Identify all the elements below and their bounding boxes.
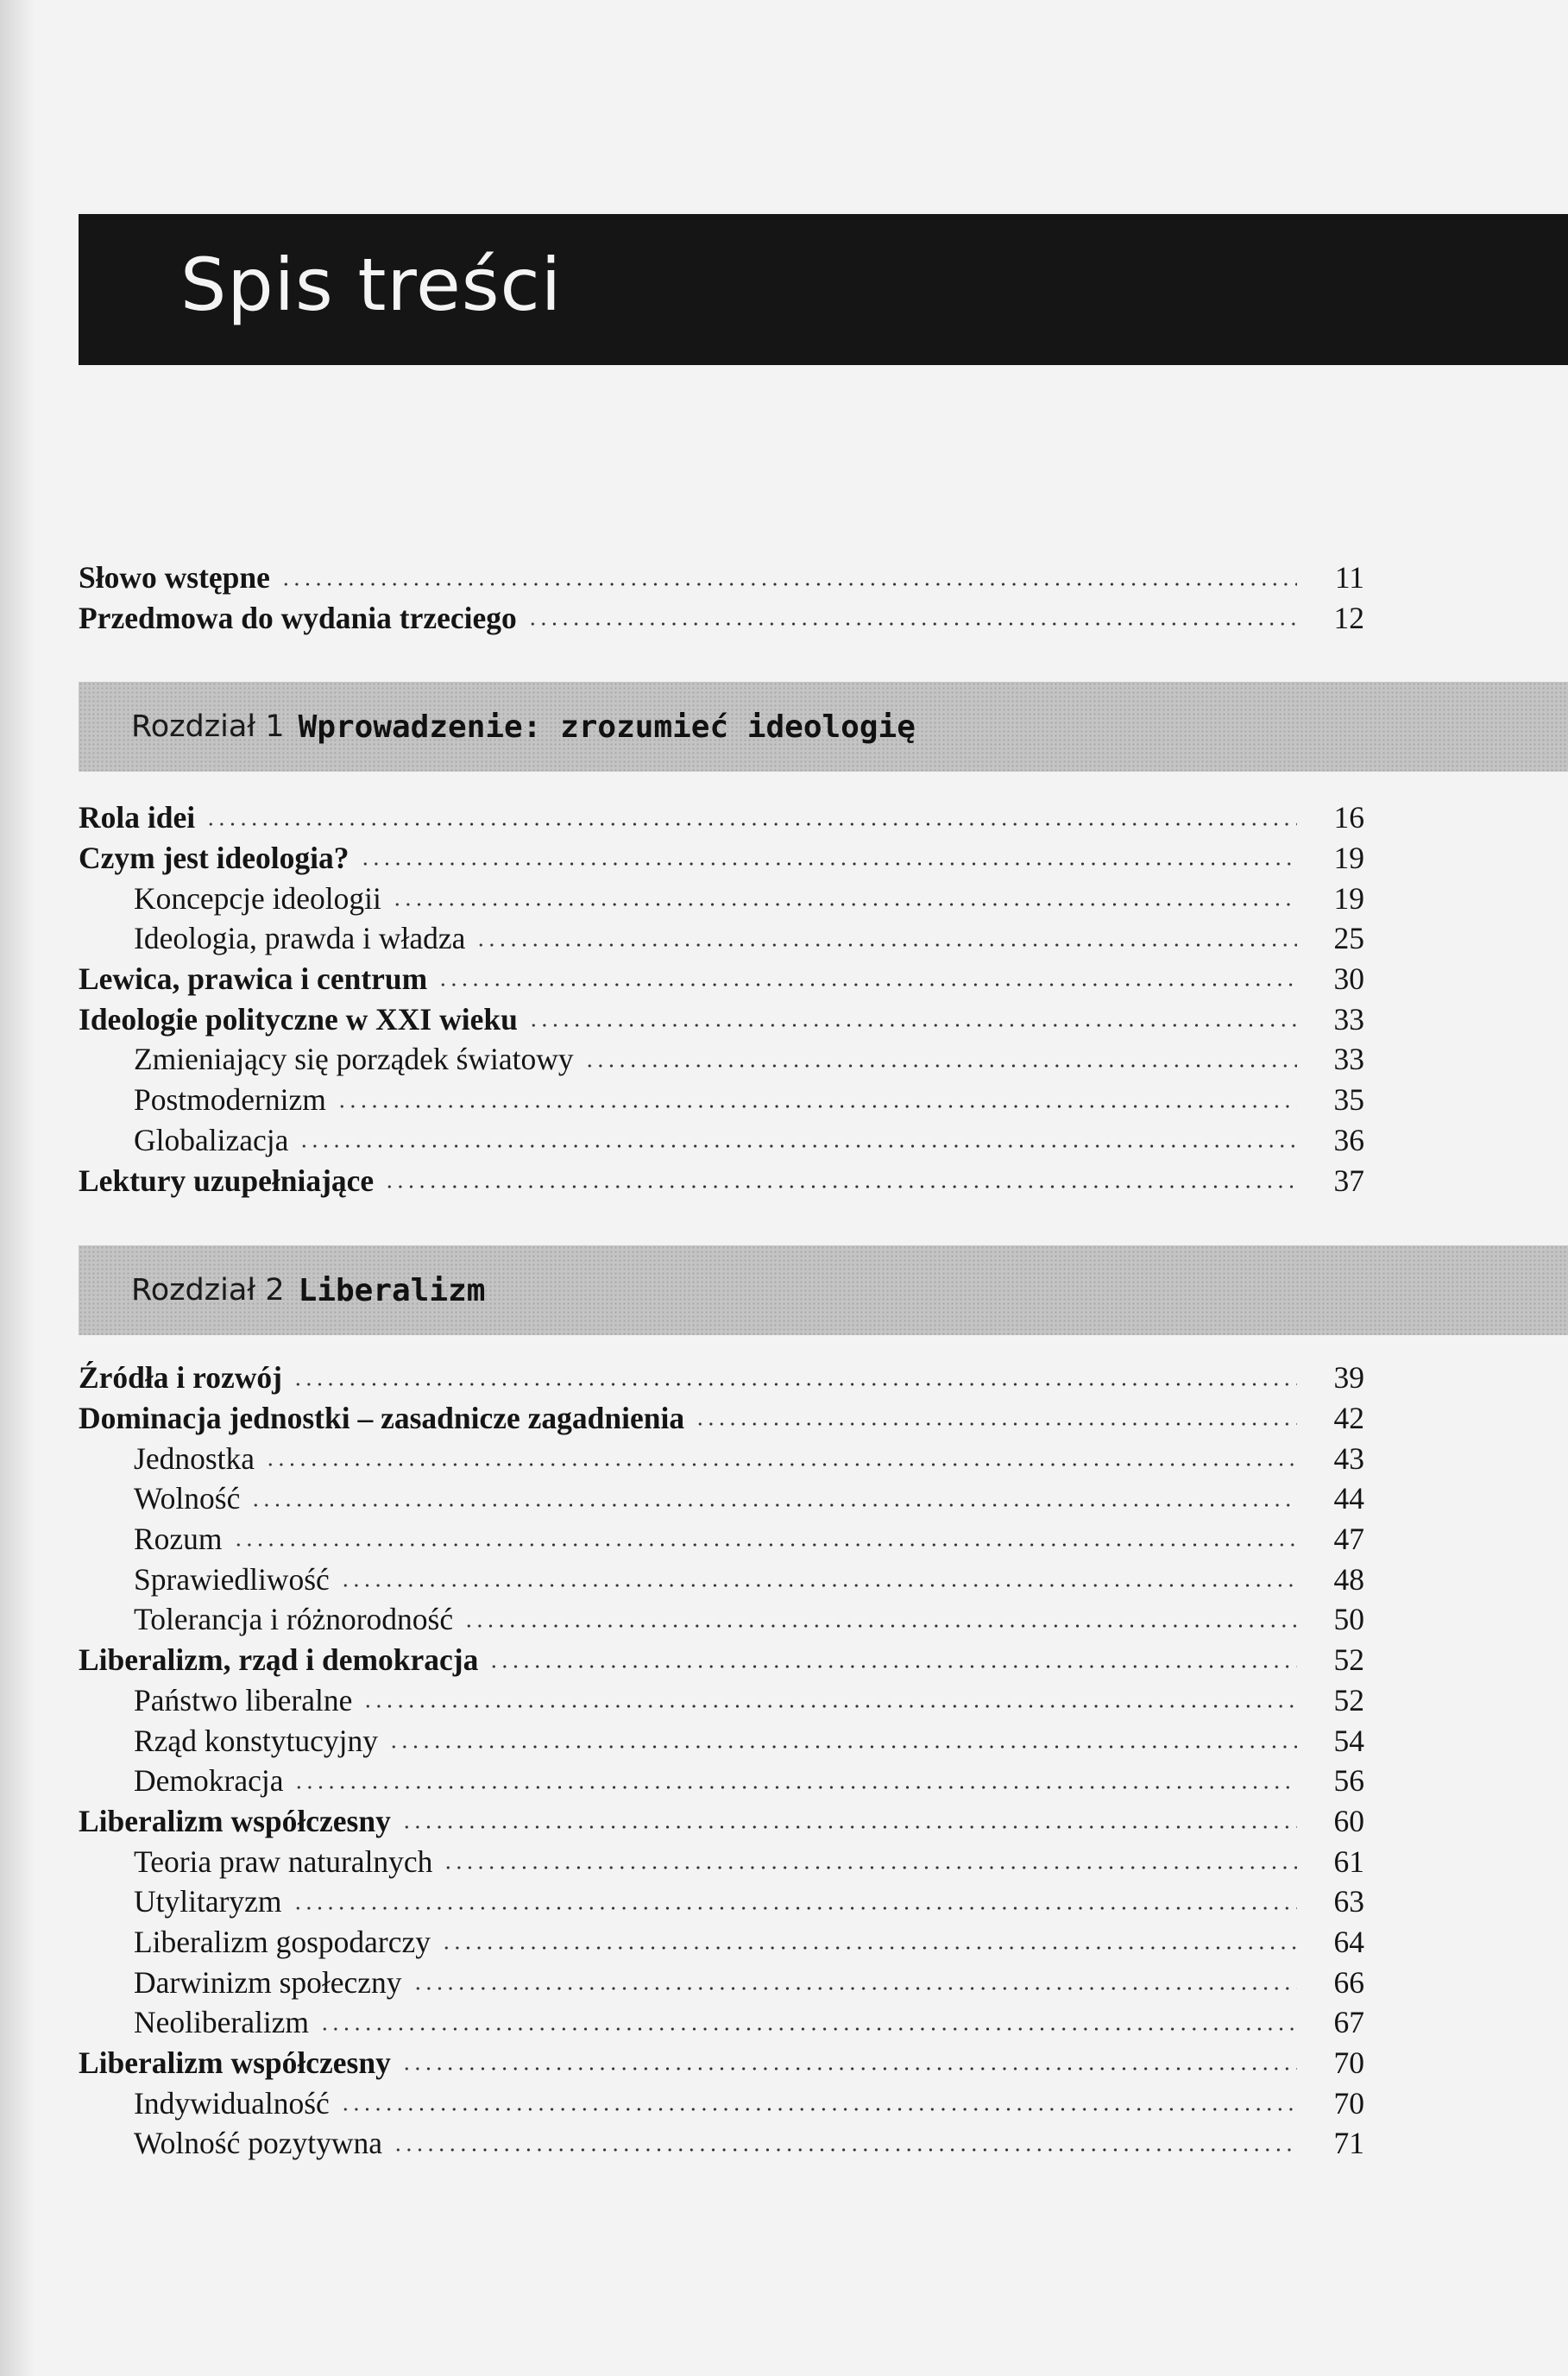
toc-entry-page-number: 11 xyxy=(1334,560,1364,596)
toc-entry[interactable] xyxy=(79,1841,1364,1881)
toc-entry-label: Darwinizm społeczny xyxy=(134,1964,402,2000)
chapter-number-label: Rozdział 2 xyxy=(131,1273,285,1308)
dot-leader xyxy=(488,1665,1297,1668)
dot-leader xyxy=(337,1105,1297,1108)
dot-leader xyxy=(340,1584,1297,1587)
toc-entry-page-number: 52 xyxy=(1333,1642,1364,1678)
toc-entry-label: Liberalizm, rząd i demokracja xyxy=(79,1642,479,1678)
title-banner xyxy=(79,214,1568,365)
toc-entry[interactable] xyxy=(79,2002,1364,2043)
toc-entry-label: Liberalizm współczesny xyxy=(79,1803,391,1838)
toc-entry-page-number: 44 xyxy=(1333,1481,1364,1516)
toc-entry-page-number: 64 xyxy=(1333,1924,1364,1959)
toc-entry-label: Neoliberalizm xyxy=(134,2005,310,2040)
chapter-2-entries xyxy=(79,1358,1364,2164)
toc-entry-page-number: 70 xyxy=(1333,2045,1364,2081)
toc-entry[interactable] xyxy=(79,2083,1364,2123)
toc-entry-label: Wolność pozytywna xyxy=(134,2126,382,2161)
toc-entry-label: Utylitaryzm xyxy=(134,1884,282,1919)
toc-entry-page-number: 52 xyxy=(1333,1682,1364,1717)
toc-entry[interactable] xyxy=(79,1039,1364,1080)
toc-entry-label: Dominacja jednostki – zasadnicze zagadnienia xyxy=(79,1401,685,1436)
toc-entry[interactable] xyxy=(79,2043,1364,2083)
toc-entry-label: Lektury uzupełniające xyxy=(79,1163,375,1198)
dot-leader xyxy=(412,1987,1297,1990)
dot-leader xyxy=(438,983,1297,986)
toc-entry-label: Koncepcje ideologii xyxy=(134,880,381,916)
toc-entry-page-number: 19 xyxy=(1333,841,1364,876)
toc-entry-page-number: 42 xyxy=(1333,1401,1364,1436)
toc-entry-label: Słowo wstępne xyxy=(79,560,270,596)
dot-leader xyxy=(340,2108,1297,2111)
toc-entry[interactable] xyxy=(79,1160,1364,1201)
front-matter-list xyxy=(79,558,1364,638)
dot-leader xyxy=(362,1705,1297,1708)
dot-leader xyxy=(393,2148,1297,2152)
toc-entry-label: Państwo liberalne xyxy=(134,1682,353,1717)
toc-entry[interactable] xyxy=(79,1080,1364,1120)
toc-entry-page-number: 16 xyxy=(1333,800,1364,835)
toc-entry-page-number: 36 xyxy=(1333,1122,1364,1157)
chapter-1-entries xyxy=(79,797,1364,1201)
chapter-header-1 xyxy=(79,682,1568,772)
toc-entry-page-number: 54 xyxy=(1333,1723,1364,1758)
toc-entry-label: Ideologie polityczne w XXI wieku xyxy=(79,1001,518,1037)
dot-leader xyxy=(280,583,1297,586)
toc-entry[interactable] xyxy=(79,1559,1364,1599)
toc-entry[interactable] xyxy=(79,797,1364,838)
dot-leader xyxy=(584,1064,1297,1068)
toc-entry-label: Liberalizm współczesny xyxy=(79,2045,391,2081)
toc-entry[interactable] xyxy=(79,1398,1364,1439)
dot-leader xyxy=(250,1503,1297,1507)
toc-entry-label: Zmieniający się porządek światowy xyxy=(134,1042,574,1077)
dot-leader xyxy=(319,2027,1297,2031)
toc-entry-page-number: 30 xyxy=(1333,961,1364,997)
dot-leader xyxy=(265,1463,1297,1466)
toc-entry-label: Teoria praw naturalnych xyxy=(134,1843,433,1879)
dot-leader xyxy=(475,943,1297,947)
toc-entry[interactable] xyxy=(79,1478,1364,1519)
toc-entry-page-number: 71 xyxy=(1333,2126,1364,2161)
toc-entry[interactable] xyxy=(79,1680,1364,1721)
toc-entry-page-number: 43 xyxy=(1333,1440,1364,1476)
toc-entry[interactable] xyxy=(79,878,1364,918)
toc-entry-label: Źródła i rozwój xyxy=(79,1360,282,1396)
toc-entry[interactable] xyxy=(79,1962,1364,2002)
dot-leader xyxy=(392,903,1297,906)
toc-entry-label: Czym jest ideologia? xyxy=(79,841,349,876)
toc-entry[interactable] xyxy=(79,1720,1364,1761)
chapter-number-label: Rozdział 1 xyxy=(131,709,285,744)
toc-entry-page-number: 12 xyxy=(1333,601,1364,636)
toc-entry-page-number: 60 xyxy=(1333,1803,1364,1838)
toc-entry-label: Demokracja xyxy=(134,1763,284,1799)
toc-entry-page-number: 63 xyxy=(1333,1884,1364,1919)
toc-entry[interactable] xyxy=(79,1519,1364,1560)
toc-entry[interactable] xyxy=(79,1801,1364,1842)
toc-entry-label: Tolerancja i różnorodność xyxy=(134,1602,454,1637)
dot-leader xyxy=(293,1786,1297,1789)
toc-entry-page-number: 50 xyxy=(1333,1602,1364,1637)
toc-entry-page-number: 48 xyxy=(1333,1561,1364,1597)
chapter-title: Liberalizm xyxy=(298,1272,486,1308)
toc-entry-label: Rząd konstytucyjny xyxy=(134,1723,378,1758)
toc-entry-label: Lewica, prawica i centrum xyxy=(79,961,428,997)
dot-leader xyxy=(443,1866,1297,1869)
toc-entry-page-number: 39 xyxy=(1333,1360,1364,1396)
toc-entry[interactable] xyxy=(79,1120,1364,1161)
dot-leader xyxy=(233,1543,1297,1547)
toc-entry[interactable] xyxy=(79,1922,1364,1963)
dot-leader xyxy=(388,1745,1297,1749)
toc-entry-page-number: 33 xyxy=(1333,1001,1364,1037)
dot-leader xyxy=(205,822,1297,826)
dot-leader xyxy=(695,1422,1297,1426)
toc-entry-label: Rozum xyxy=(134,1522,223,1557)
toc-entry-page-number: 33 xyxy=(1333,1042,1364,1077)
toc-entry-label: Liberalizm gospodarczy xyxy=(134,1924,431,1959)
toc-entry-page-number: 66 xyxy=(1333,1964,1364,2000)
toc-entry[interactable] xyxy=(79,838,1364,879)
toc-entry[interactable] xyxy=(79,999,1364,1039)
dot-leader xyxy=(299,1144,1297,1148)
dot-leader xyxy=(527,622,1297,626)
toc-entry[interactable] xyxy=(79,558,1364,598)
dot-leader xyxy=(441,1946,1297,1950)
dot-leader xyxy=(360,862,1297,866)
toc-entry[interactable] xyxy=(79,1438,1364,1478)
toc-entry[interactable] xyxy=(79,959,1364,999)
toc-entry-label: Ideologia, prawda i władza xyxy=(134,921,466,956)
toc-entry[interactable] xyxy=(79,598,1364,639)
page-title: Spis treści xyxy=(180,243,563,327)
dot-leader xyxy=(293,1383,1297,1386)
dot-leader xyxy=(401,2067,1297,2070)
toc-entry-label: Wolność xyxy=(134,1481,241,1516)
toc-entry-page-number: 67 xyxy=(1333,2005,1364,2040)
chapter-title: Wprowadzenie: zrozumieć ideologię xyxy=(298,709,916,745)
toc-entry-label: Postmodernizm xyxy=(134,1082,326,1118)
toc-entry-page-number: 61 xyxy=(1333,1843,1364,1879)
toc-entry-label: Globalizacja xyxy=(134,1122,289,1157)
toc-entry[interactable] xyxy=(79,1640,1364,1680)
toc-entry-page-number: 35 xyxy=(1333,1082,1364,1118)
toc-entry-label: Przedmowa do wydania trzeciego xyxy=(79,601,517,636)
toc-entry[interactable] xyxy=(79,1599,1364,1640)
dot-leader xyxy=(463,1624,1297,1628)
toc-entry-page-number: 70 xyxy=(1333,2085,1364,2121)
toc-entry-page-number: 19 xyxy=(1333,880,1364,916)
toc-entry[interactable] xyxy=(79,1761,1364,1801)
toc-entry[interactable] xyxy=(79,2123,1364,2164)
toc-entry-page-number: 25 xyxy=(1333,921,1364,956)
toc-entry[interactable] xyxy=(79,918,1364,959)
toc-entry-label: Rola idei xyxy=(79,800,196,835)
toc-entry[interactable] xyxy=(79,1881,1364,1922)
toc-entry-label: Jednostka xyxy=(134,1440,255,1476)
dot-leader xyxy=(401,1825,1297,1829)
dot-leader xyxy=(528,1024,1297,1027)
chapter-header-2 xyxy=(79,1245,1568,1335)
page-edge-shadow xyxy=(0,0,35,2376)
toc-entry-page-number: 37 xyxy=(1333,1163,1364,1198)
dot-leader xyxy=(384,1185,1297,1188)
toc-entry-label: Indywidualność xyxy=(134,2085,330,2121)
toc-entry-page-number: 47 xyxy=(1333,1522,1364,1557)
toc-entry-page-number: 56 xyxy=(1333,1763,1364,1799)
dot-leader xyxy=(293,1906,1297,1910)
toc-entry[interactable] xyxy=(79,1358,1364,1398)
toc-entry-label: Sprawiedliwość xyxy=(134,1561,330,1597)
